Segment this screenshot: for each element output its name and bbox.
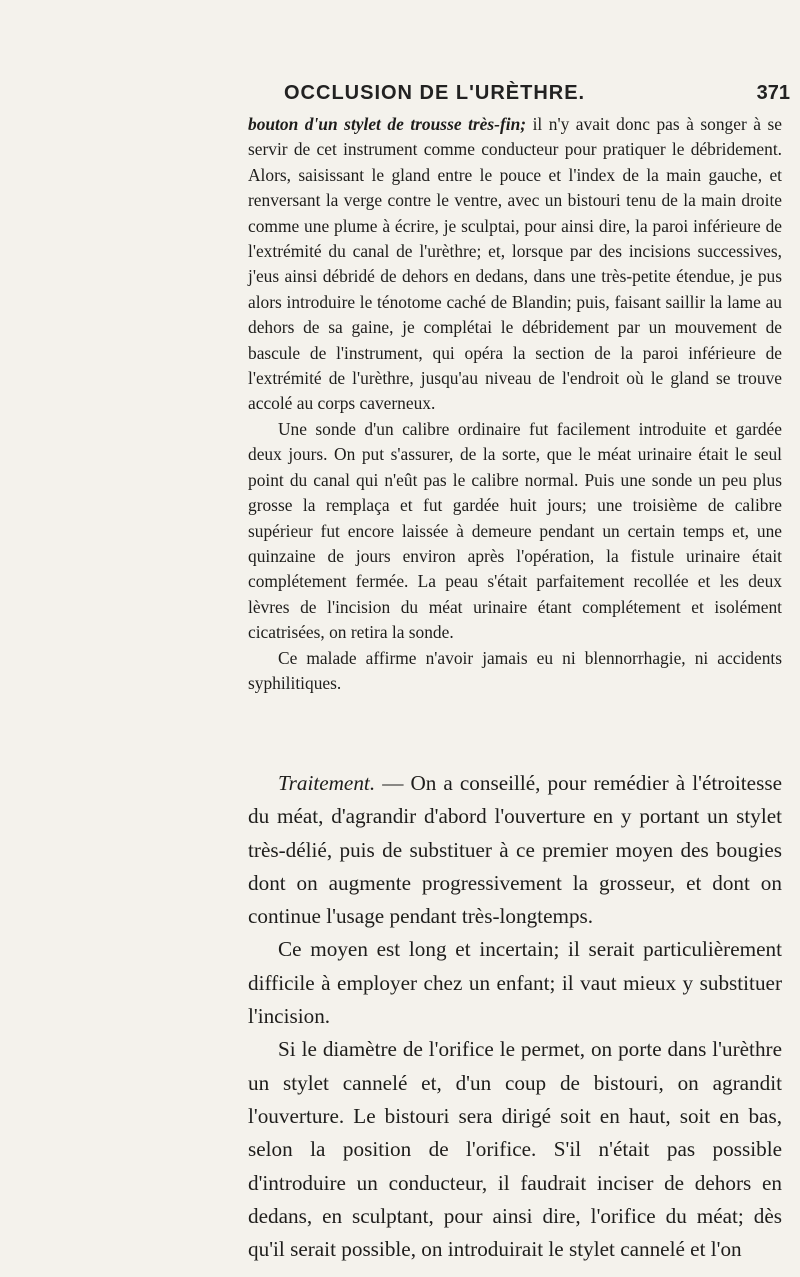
- case-report-text: [248, 112, 782, 696]
- paragraph: Ce malade affirme n'avoir jamais eu ni blennorrhagie, ni accidents syphilitiques.: [248, 647, 782, 693]
- paragraph: Une sonde d'un calibre ordinaire fut facilement introduite et gardée deux jours. On put s'assurer, de la sorte, que le méat urinaire était le seul point du canal qui n'eût pas le calibre normal. Puis une sonde un peu plus grosse la remplaça et fut gardée huit jours; une troisième de calibre supérieur fut encore laissée à demeure pendant un certain temps et, une quinzaine de jours environ après l'opération, la fistule urinaire était complétement fermée. La peau s'était parfaitement recollée et les deux lèvres de l'incision du méat urinaire étant complétement et isolément cicatrisées, on retira la sonde.: [248, 418, 782, 643]
- paragraph-text: — On a conseillé, pour remédier à l'étroitesse du méat, d'agrandir d'abord l'ouverture en y portant un stylet très-délié, puis de substituer à ce premier moyen des bougies dont on augmente progressivement la grosseur, et dont on continue l'usage pendant très-longtemps.: [248, 771, 782, 929]
- paragraph: Si le diamètre de l'orifice le permet, on porte dans l'urèthre un stylet cannelé et, d'un coup de bistouri, on agrandit l'ouverture. Le bistouri sera dirigé soit en haut, soit en bas, selon la position de l'orifice. S'il n'était pas possible d'introduire un conducteur, il faudrait inciser de dehors en dedans, en sculptant, pour ainsi dire, l'orifice du méat; dès qu'il serait possible, on introduirait le stylet cannelé et l'on: [248, 1037, 782, 1262]
- running-title: OCCLUSION DE L'URÈTHRE.: [284, 82, 586, 104]
- running-header: [248, 82, 790, 112]
- paragraph: [248, 767, 782, 933]
- treatment-section: [248, 767, 782, 1266]
- paragraph-text: il n'y avait donc pas à songer à se servir de cet instrument comme conducteur pour pratiquer le débridement. Alors, saisissant le gland entre le pouce et l'index de la main gauche, et renversant la verge contre le ventre, avec un bistouri tenu de la main droite comme une plume à écrire, je sculptai, pour ainsi dire, la paroi inférieure de l'extrémité du canal de l'urèthre; et, lorsque par des incisions successives, j'eus ainsi débridé de dehors en dedans, dans une très-petite étendue, je pus alors introduire le ténotome caché de Blandin; puis, faisant saillir la lame au dehors de sa gaine, je complétai le débridement par un mouvement de bascule de l'instrument, qui opéra la section de la paroi inférieure de l'extrémité de l'urèthre, jusqu'au niveau de l'endroit où le gland se trouve accolé au corps caverneux.: [248, 114, 783, 414]
- section-heading-traitement: Traitement.: [278, 771, 376, 795]
- paragraph: Ce moyen est long et incertain; il serait particulièrement difficile à employer chez un enfant; il vaut mieux y substituer l'incision.: [248, 937, 782, 1029]
- paragraph: [248, 112, 782, 417]
- italic-lead-phrase: bouton d'un stylet de trousse très-fin;: [248, 114, 527, 134]
- page-number: 371: [756, 82, 790, 104]
